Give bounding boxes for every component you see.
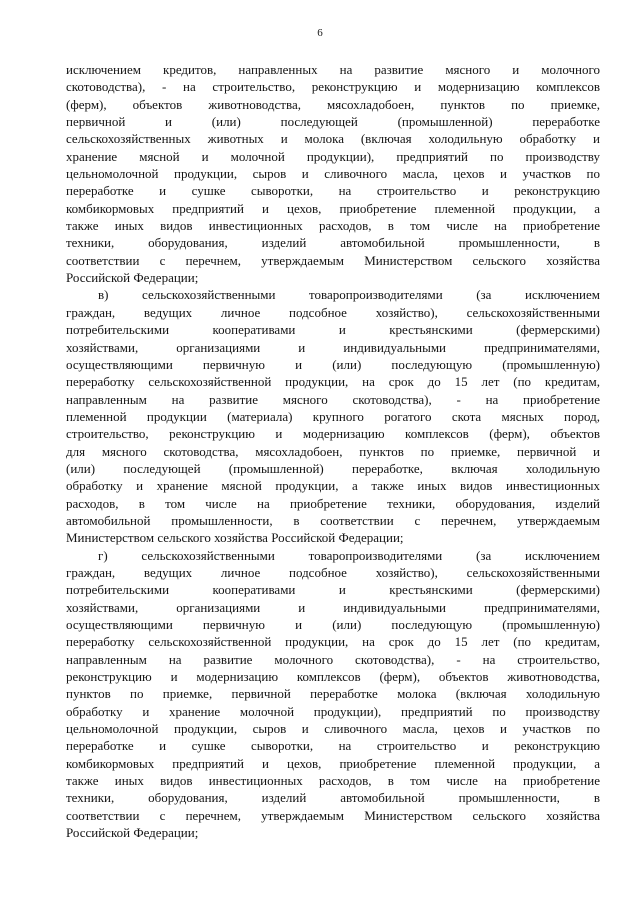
- paragraph: [66, 547, 600, 842]
- text-line: переработке и сушке сыворотки, на строительство и реконструкцию: [66, 738, 600, 754]
- text-line: соответствии с перечнем, утверждаемым Министерством сельского хозяйства: [66, 807, 600, 823]
- text-line: цельномолочной продукции, сыров и сливочного масла, цехов и участков по: [66, 166, 600, 182]
- text-line: направленным на развитие мясного скотоводства), - на приобретение: [66, 391, 600, 407]
- text-line: исключением кредитов, направленных на развитие мясного и молочного: [66, 62, 600, 77]
- text-line: Российской Федерации;: [66, 270, 199, 286]
- text-line: первичной и (или) последующей (промышленной) переработке: [66, 114, 600, 130]
- text-line: переработку сельскохозяйственной продукции, на срок до 15 лет (по кредитам,: [66, 634, 600, 650]
- document-body: [66, 61, 600, 841]
- text-line: для мясного скотоводства, мясохладобоен, пунктов по приемке, первичной и: [66, 443, 600, 459]
- text-line: хозяйствами, организациями и индивидуальными предпринимателями,: [66, 339, 600, 355]
- text-line: (ферм), объектов животноводства, мясохладобоен, пунктов по приемке,: [66, 96, 600, 112]
- text-line: расходов, в том числе на приобретение техники, оборудования, изделий: [66, 495, 600, 511]
- paragraph: [66, 286, 600, 546]
- text-line: граждан, ведущих личное подсобное хозяйство), сельскохозяйственными: [66, 564, 600, 580]
- text-line: племенной продукции (материала) крупного рогатого скота мясных пород,: [66, 408, 600, 424]
- text-line: комбикормовых предприятий и цехов, приобретение племенной продукции, а: [66, 755, 600, 771]
- text-line: строительство, реконструкцию и модернизацию комплексов (ферм), объектов: [66, 426, 600, 442]
- text-line: хранение мясной и молочной продукции), предприятий по производству: [66, 148, 600, 164]
- text-line: переработку сельскохозяйственной продукции, на срок до 15 лет (по кредитам,: [66, 374, 600, 390]
- text-line: Российской Федерации;: [66, 825, 199, 841]
- text-line: автомобильной промышленности, в соответствии с перечнем, утверждаемым: [66, 512, 600, 528]
- paragraph: [66, 61, 600, 286]
- text-line: техники, оборудования, изделий автомобильной промышленности, в: [66, 235, 600, 251]
- text-line: направленным на развитие молочного скотоводства), - на строительство,: [66, 651, 600, 667]
- text-line: переработке и сушке сыворотки, на строительство и реконструкцию: [66, 183, 600, 199]
- text-line: осуществляющими первичную и (или) последующую (промышленную): [66, 356, 600, 372]
- text-line: комбикормовых предприятий и цехов, приобретение племенной продукции, а: [66, 200, 600, 216]
- text-line: Министерством сельского хозяйства Российской Федерации;: [66, 530, 404, 546]
- text-line: цельномолочной продукции, сыров и сливочного масла, цехов и участков по: [66, 721, 600, 737]
- text-line: г) сельскохозяйственными товаропроизводителями (за исключением: [98, 547, 600, 563]
- text-line: граждан, ведущих личное подсобное хозяйство), сельскохозяйственными: [66, 304, 600, 320]
- text-line: обработку и хранение мясной продукции, а также иных видов инвестиционных: [66, 478, 600, 494]
- text-line: потребительскими кооперативами и крестьянскими (фермерскими): [66, 582, 600, 598]
- text-line: в) сельскохозяйственными товаропроизводителями (за исключением: [98, 287, 600, 303]
- text-line: сельскохозяйственных животных и молока (включая холодильную обработку и: [66, 131, 600, 147]
- text-line: также иных видов инвестиционных расходов, в том числе на приобретение: [66, 218, 600, 234]
- text-line: хозяйствами, организациями и индивидуальными предпринимателями,: [66, 599, 600, 615]
- text-line: пунктов по приемке, первичной переработке молока (включая холодильную: [66, 686, 600, 702]
- text-line: скотоводства), - на строительство, реконструкцию и модернизацию комплексов: [66, 79, 600, 95]
- text-line: реконструкцию и модернизацию комплексов (ферм), объектов животноводства,: [66, 669, 600, 685]
- text-line: техники, оборудования, изделий автомобильной промышленности, в: [66, 790, 600, 806]
- text-line: потребительскими кооперативами и крестьянскими (фермерскими): [66, 322, 600, 338]
- text-line: соответствии с перечнем, утверждаемым Министерством сельского хозяйства: [66, 252, 600, 268]
- text-line: также иных видов инвестиционных расходов, в том числе на приобретение: [66, 773, 600, 789]
- text-line: осуществляющими первичную и (или) последующую (промышленную): [66, 617, 600, 632]
- text-line: (или) последующей (промышленной) переработке, включая холодильную: [66, 460, 600, 476]
- text-line: обработку и хранение молочной продукции), предприятий по производству: [66, 703, 600, 719]
- page-number: 6: [317, 27, 323, 39]
